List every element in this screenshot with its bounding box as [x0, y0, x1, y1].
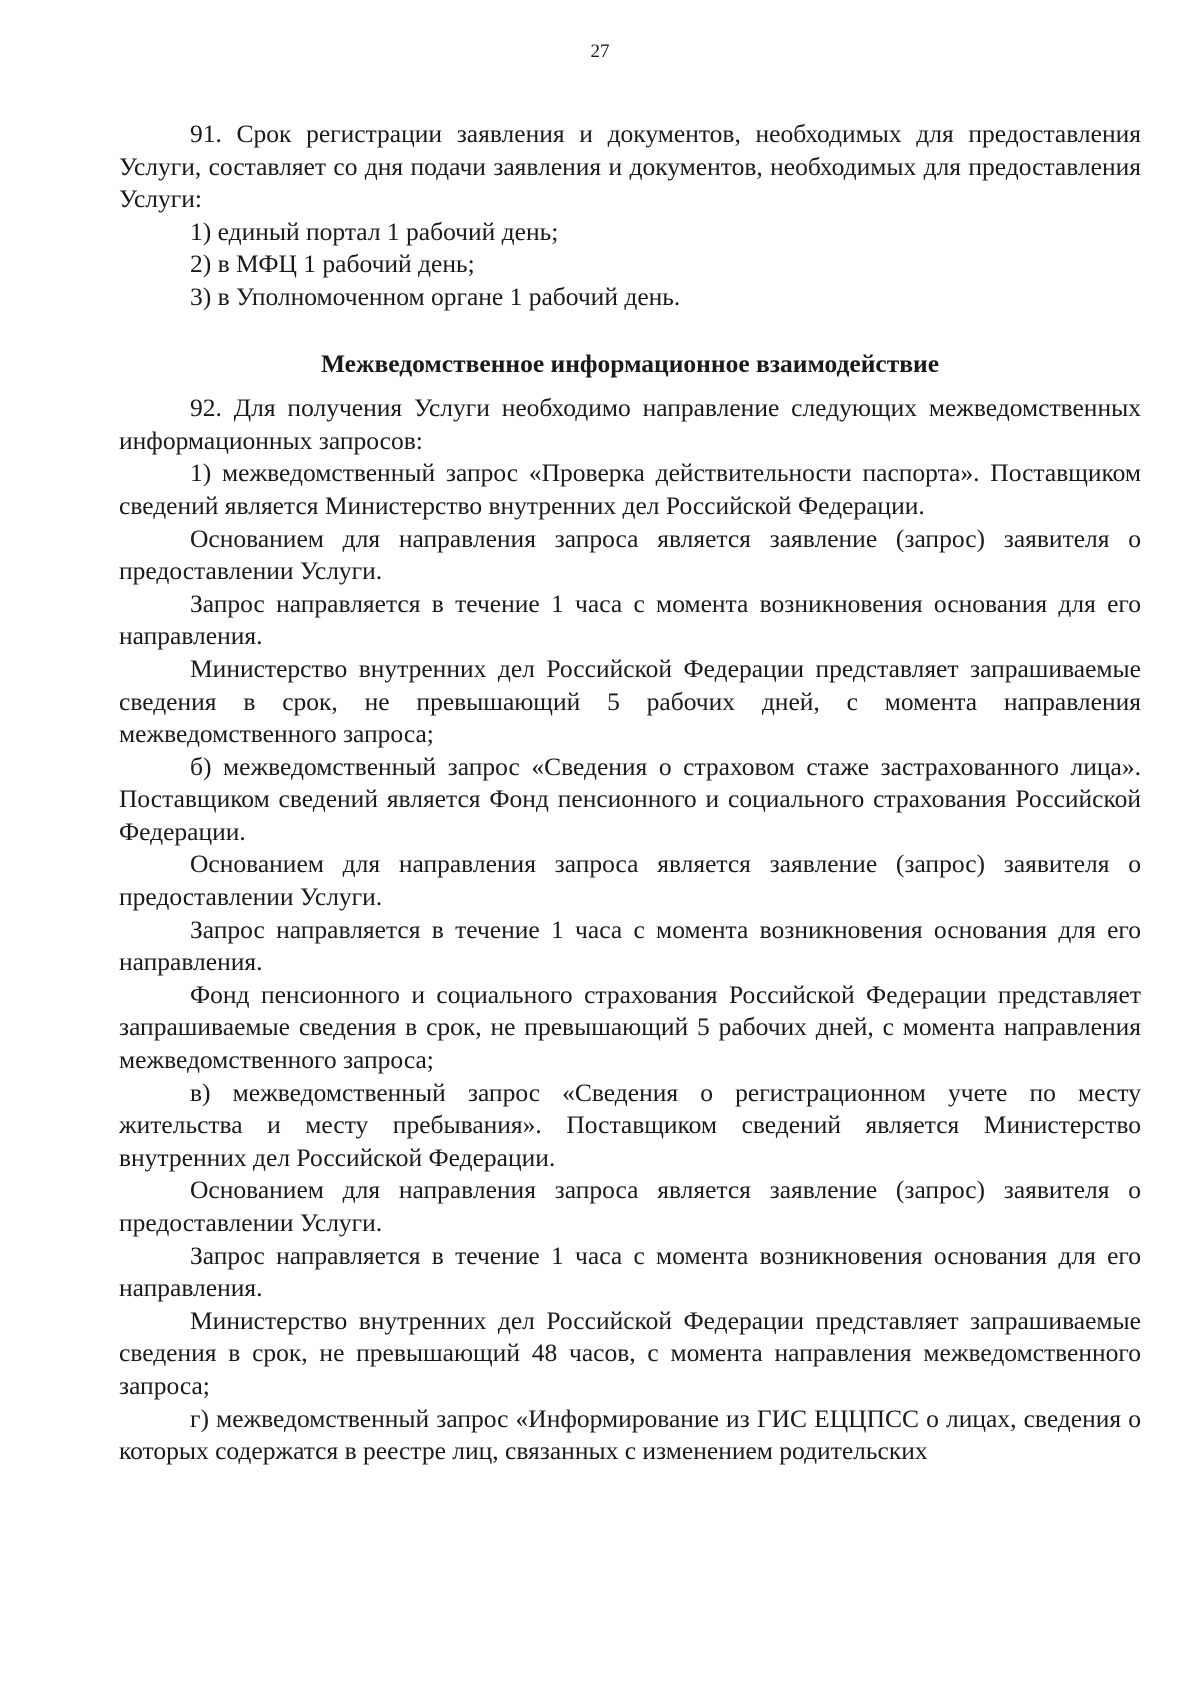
section-92-intro: 92. Для получения Услуги необходимо направление следующих межведомственных информационных запросов: [119, 393, 1141, 455]
paragraph: Фонд пенсионного и социального страхования Российской Федерации представляет запрашиваемые сведения в срок, не превышающий 5 рабочих дней, с момента направления межведомственного запроса; [119, 979, 1141, 1075]
paragraph: 1) межведомственный запрос «Проверка действительности паспорта». Поставщиком сведений является Министерство внутренних дел Российской Федерации. [119, 458, 1141, 520]
paragraph: г) межведомственный запрос «Информирование из ГИС ЕЦЦПСС о лицах, сведения о которых содержатся в реестре лиц, связанных с изменением родительских [119, 1403, 1141, 1466]
paragraph: в) межведомственный запрос «Сведения о регистрационном учете по месту жительства и месту пребывания». Поставщиком сведений является Министерство внутренних дел Российской Федерации. [119, 1077, 1141, 1172]
section-91-item-3: 3) в Уполномоченном органе 1 рабочий день. [190, 281, 681, 311]
page-number: 27 [590, 41, 610, 62]
paragraph: Основанием для направления запроса является заявление (запрос) заявителя о предоставлении Услуги. [119, 849, 1141, 912]
section-91-item-1: 1) единый портал 1 рабочий день; [190, 216, 559, 246]
paragraph: Запрос направляется в течение 1 часа с момента возникновения основания для его направления. [119, 588, 1141, 651]
document-body [119, 118, 1141, 1468]
spacer [119, 314, 1141, 348]
paragraph: Запрос направляется в течение 1 часа с момента возникновения основания для его направления. [119, 914, 1141, 977]
paragraph: Министерство внутренних дел Российской Федерации представляет запрашиваемые сведения в срок, не превышающий 5 рабочих дней, с момента направления межведомственного запроса; [119, 653, 1141, 749]
paragraph: б) межведомственный запрос «Сведения о страховом стаже застрахованного лица». Поставщиком сведений является Фонд пенсионного и социального страхования Российской Федерации. [119, 751, 1141, 846]
paragraph: Основанием для направления запроса является заявление (запрос) заявителя о предоставлении Услуги. [119, 523, 1141, 586]
section-91-item-2: 2) в МФЦ 1 рабочий день; [190, 249, 475, 279]
section-heading: Межведомственное информационное взаимодействие [320, 348, 940, 378]
spacer [119, 380, 1141, 392]
section-91-intro: 91. Срок регистрации заявления и документов, необходимых для предоставления Услуги, составляет со дня подачи заявления и документов, необходимых для предоставления Услуги: [119, 119, 1141, 214]
paragraph: Министерство внутренних дел Российской Федерации представляет запрашиваемые сведения в срок, не превышающий 48 часов, с момента направления межведомственного запроса; [119, 1305, 1141, 1400]
paragraph: Запрос направляется в течение 1 часа с момента возникновения основания для его направления. [119, 1240, 1141, 1303]
paragraph: Основанием для направления запроса является заявление (запрос) заявителя о предоставлении Услуги. [119, 1175, 1141, 1237]
